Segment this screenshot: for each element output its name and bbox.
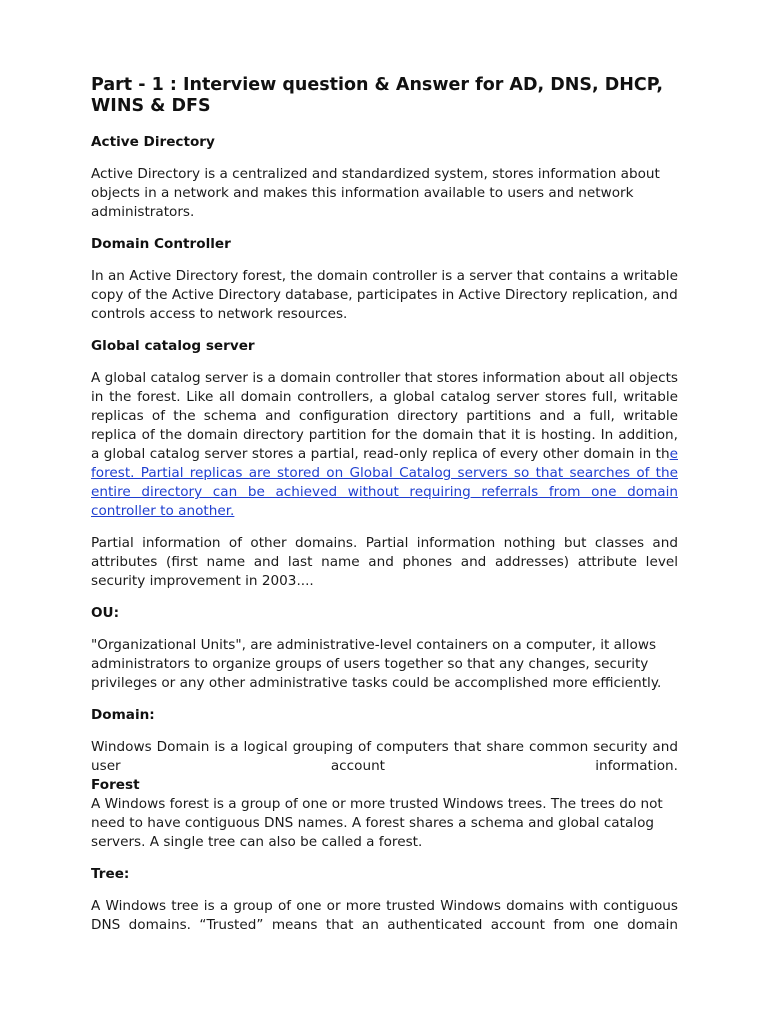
paragraph-global-catalog xyxy=(91,369,678,521)
paragraph-ou: "Organizational Units", are administrative-level containers on a computer, it allows administrators to organize groups of users together so that any changes, security privileges or any other administrative tasks could be accomplished more efficiently. xyxy=(91,637,662,691)
heading-forest: Forest xyxy=(91,777,140,793)
heading-domain-controller: Domain Controller xyxy=(91,236,231,252)
heading-global-catalog: Global catalog server xyxy=(91,338,255,354)
heading-ou: OU: xyxy=(91,605,120,621)
paragraph-active-directory: Active Directory is a centralized and standardized system, stores information about objects in a network and makes this information available to users and network administrators. xyxy=(91,166,660,220)
heading-active-directory: Active Directory xyxy=(91,134,215,150)
paragraph-tree: A Windows tree is a group of one or more trusted Windows domains with contiguous DNS domains. “Trusted” means that an authenticated account from one domain xyxy=(91,898,678,933)
global-catalog-link[interactable]: e forest. Partial replicas are stored on Global Catalog servers so that searches of the entire directory can be achieved without requiring referrals from one domain controller to another. xyxy=(91,446,678,519)
paragraph-domain: Windows Domain is a logical grouping of computers that share common security and user account information. xyxy=(91,739,678,774)
global-catalog-text: A global catalog server is a domain controller that stores information about all objects in the forest. Like all domain controllers, a global catalog server stores full, writable replicas of the schema and configuration directory partitions and a full, writable replica of the domain directory partition for the domain that it is hosting. In addition, a global catalog server stores a partial, read-only replica of every other domain in th xyxy=(91,370,678,462)
document-title: Part - 1 : Interview question & Answer for AD, DNS, DHCP, WINS & DFS xyxy=(91,75,664,116)
heading-domain: Domain: xyxy=(91,707,155,723)
paragraph-domain-controller: In an Active Directory forest, the domain controller is a server that contains a writable copy of the Active Directory database, participates in Active Directory replication, and controls access to network resources. xyxy=(91,268,678,322)
heading-tree: Tree: xyxy=(91,866,130,882)
paragraph-partial-information: Partial information of other domains. Partial information nothing but classes and attributes (first name and last name and phones and addresses) attribute level security improvement in 2003.... xyxy=(91,535,678,589)
paragraph-forest: A Windows forest is a group of one or more trusted Windows trees. The trees do not need to have contiguous DNS names. A forest shares a schema and global catalog servers. A single tree can also be called a forest. xyxy=(91,796,663,850)
